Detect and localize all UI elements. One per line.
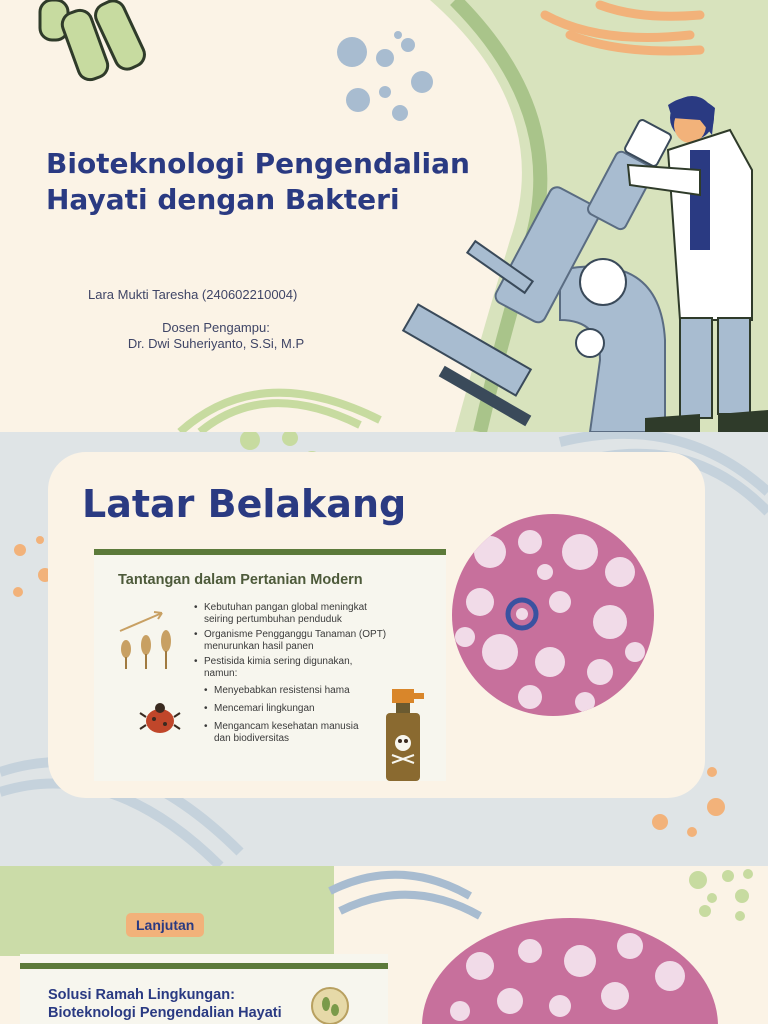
title-line-2: Hayati dengan Bakteri	[46, 183, 400, 216]
sub-bullet-2: • Mencemari lingkungan	[214, 703, 374, 715]
solution-title-line-2: Bioteknologi Pengendalian Hayati	[48, 1005, 282, 1021]
panel-accent-bar	[94, 549, 446, 555]
presentation-title	[46, 146, 486, 218]
solution-panel	[20, 954, 388, 1024]
pesticide-bottle-icon	[382, 689, 426, 785]
panel3-accent-bar	[20, 963, 388, 969]
solution-slide	[0, 866, 768, 1024]
green-block	[0, 866, 334, 956]
author-name: Lara Mukti Taresha (240602210004)	[88, 287, 298, 302]
bullet-1: • Kebutuhan pangan global meningkat seiring pertumbuhan penduduk	[204, 602, 394, 626]
challenges-panel	[94, 549, 446, 781]
green-dots-decoration-2	[689, 869, 753, 921]
supervisor-label: Dosen Pengampu:	[162, 320, 270, 335]
slide-title: Latar Belakang	[82, 482, 407, 526]
bullet-2: • Organisme Pengganggu Tanaman (OPT) menurunkan hasil panen	[204, 629, 394, 653]
cell-cluster-icon	[40, 0, 148, 83]
supervisor-block	[86, 320, 346, 352]
microscopy-tissue-image-2	[420, 916, 720, 1024]
supervisor-name: Dr. Dwi Suheriyanto, S.Si, M.P	[127, 336, 305, 351]
solution-title-line-1: Solusi Ramah Lingkungan:	[48, 987, 235, 1003]
sub-bullet-3: • Mengancam kesehatan manusia dan biodiversitas	[214, 721, 374, 745]
pest-beetle-icon	[138, 699, 182, 739]
sub-bullet-1: • Menyebabkan resistensi hama	[214, 685, 374, 697]
blue-dots-decoration	[337, 31, 433, 121]
blue-bacteria-arc-decoration-2	[330, 875, 480, 916]
solution-title	[48, 986, 282, 1022]
bullet-3: • Pestisida kimia sering digunakan, namun:	[204, 656, 369, 680]
title-line-1: Bioteknologi Pengendalian	[46, 147, 470, 180]
title-slide	[0, 0, 768, 432]
bacteria-badge-icon	[310, 986, 350, 1024]
background-slide	[0, 432, 768, 866]
continuation-badge: Lanjutan	[126, 913, 204, 937]
panel-title: Tantangan dalam Pertanian Modern	[118, 572, 363, 588]
green-bacteria-arc-decoration	[180, 393, 380, 432]
microscopy-tissue-image	[450, 512, 656, 718]
wheat-growth-icon	[114, 609, 184, 669]
